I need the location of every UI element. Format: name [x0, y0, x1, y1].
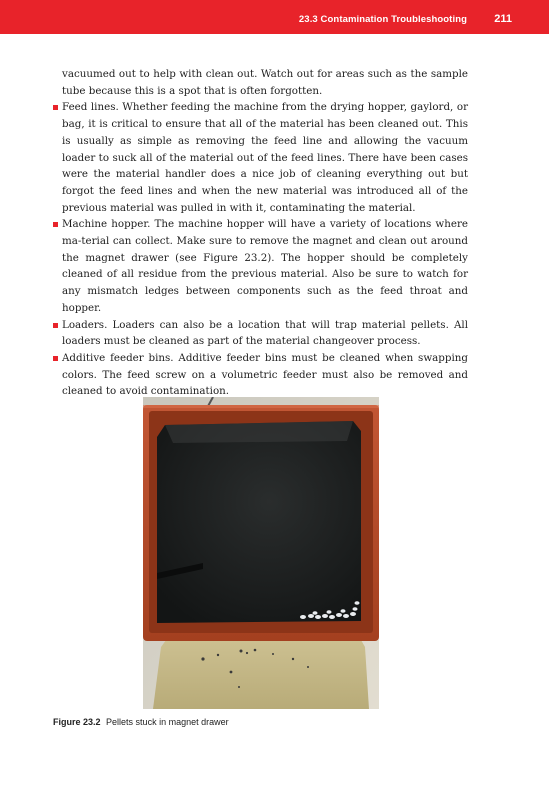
- running-header: [0, 0, 549, 34]
- magnet-drawer-photo: [143, 397, 379, 709]
- bullet-text: Additive feeder bins. Additive feeder bins must be cleaned when swapping colors. The feed screw on a volumetric feeder must also be removed and cleaned to avoid contamination.: [62, 351, 468, 398]
- bullet-text: Machine hopper. The machine hopper will have a variety of locations where ma-terial can collect. Make sure to remove the magnet and clean out around the magnet drawer (see Figure 23.2). The hopper should be completely cleaned of all residue from the previous material. Also be sure to watch for any mismatch ledges between components such as the feed throat and hopper.: [62, 218, 468, 314]
- body-text: [53, 66, 468, 400]
- page-number: 211: [494, 13, 512, 25]
- bullet-feed-lines: [53, 99, 468, 216]
- bullet-machine-hopper: [53, 216, 468, 316]
- figure-caption: [53, 717, 229, 727]
- bullet-text: Loaders. Loaders can also be a location that will trap material pellets. All loaders must be cleaned as part of the material changeover process.: [62, 318, 468, 348]
- intro-paragraph: vacuumed out to help with clean out. Watch out for areas such as the sample tube because this is a spot that is often forgotten.: [62, 68, 468, 97]
- bullet-square-icon: [53, 323, 58, 328]
- figure-label: Figure 23.2: [53, 717, 101, 727]
- bullet-text: Feed lines. Whether feeding the machine from the drying hopper, gaylord, or bag, it is critical to ensure that all of the material has been cleaned out. This is usually as simple as removing the feed line and allowing the vacuum loader to suck all of the material out of the feed lines. There have been cases were the material handler does a nice job of cleaning everything out but forgot the feed lines and when the new material was introduced all of the previous material was pulled in with it, contaminating the material.: [62, 101, 468, 214]
- section-title: 23.3 Contamination Troubleshooting: [298, 14, 467, 25]
- bullet-square-icon: [53, 356, 58, 361]
- figure-caption-text: Pellets stuck in magnet drawer: [106, 717, 229, 727]
- bullet-square-icon: [53, 222, 58, 227]
- bullet-loaders: [53, 317, 468, 350]
- bullet-additive-feeder-bins: [53, 350, 468, 400]
- bullet-square-icon: [53, 105, 58, 110]
